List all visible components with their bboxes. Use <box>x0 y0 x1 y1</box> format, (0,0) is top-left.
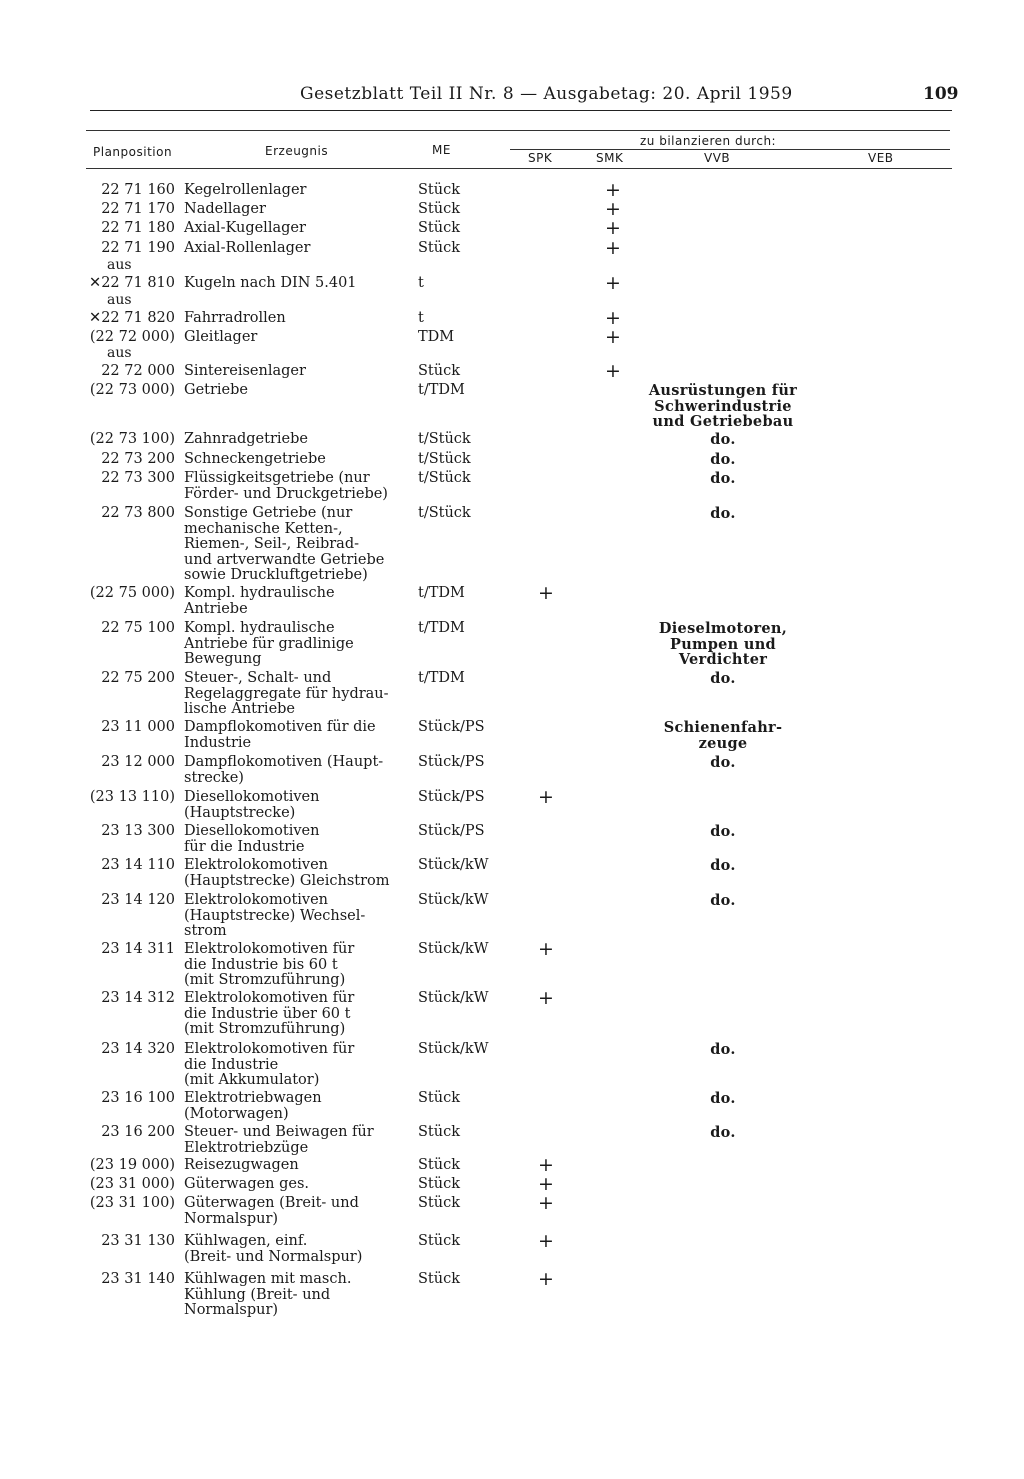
row-vvb: Dieselmotoren, Pumpen und Verdichter <box>658 620 788 668</box>
row-me: t/Stück <box>418 505 471 521</box>
row-erzeugnis: Flüssigkeitsgetriebe (nur Förder- und Druckgetriebe) <box>184 470 388 502</box>
row-me: Stück/kW <box>418 990 489 1006</box>
row-erzeugnis: Fahrradrollen <box>184 310 286 326</box>
row-planposition: 23 14 120 <box>101 892 175 908</box>
page-number: 109 <box>923 84 959 104</box>
row-vvb: do. <box>710 431 736 448</box>
row-me: Stück/kW <box>418 941 489 957</box>
row-planposition: 22 71 180 <box>101 220 175 236</box>
row-planposition: 23 14 311 <box>101 941 175 957</box>
row-spk-mark: + <box>538 582 554 604</box>
row-me: Stück <box>418 201 461 217</box>
table-top-rule <box>86 130 950 131</box>
row-planposition: 23 12 000 <box>101 754 175 770</box>
row-me: Stück/PS <box>418 789 485 805</box>
row-me: Stück <box>418 363 461 379</box>
row-me: Stück <box>418 1090 461 1106</box>
row-erzeugnis: Steuer- und Beiwagen für Elektrotriebzüge <box>184 1124 374 1156</box>
row-planposition: (23 31 000) <box>89 1176 175 1192</box>
row-planposition: 23 14 312 <box>101 990 175 1006</box>
row-aus-label: aus <box>107 257 132 273</box>
row-erzeugnis: Sonstige Getriebe (nur mechanische Ketten-, Riemen-, Seil-, Reibrad- und artverwandte Getriebe sowie Druckluftgetriebe) <box>184 505 385 583</box>
row-smk-mark: + <box>605 272 621 294</box>
row-erzeugnis: Kühlwagen, einf. (Breit- und Normalspur) <box>184 1233 363 1265</box>
row-me: Stück <box>418 220 461 236</box>
row-vvb: do. <box>710 857 736 874</box>
row-planposition: ✕22 71 810 <box>89 275 175 291</box>
row-me: t/TDM <box>418 585 465 601</box>
row-planposition: 22 71 170 <box>101 201 175 217</box>
row-planposition: 22 72 000 <box>101 363 175 379</box>
row-smk-mark: + <box>605 237 621 259</box>
row-me: t <box>418 275 424 291</box>
row-planposition: 23 16 200 <box>101 1124 175 1140</box>
row-erzeugnis: Schneckengetriebe <box>184 451 326 467</box>
col-veb: VEB <box>868 151 894 165</box>
col-vvb: VVB <box>704 151 731 165</box>
row-planposition: (23 13 110) <box>89 789 175 805</box>
row-erzeugnis: Kegelrollenlager <box>184 182 307 198</box>
row-me: Stück <box>418 1176 461 1192</box>
row-me: Stück/PS <box>418 823 485 839</box>
row-erzeugnis: Dampflokomotiven für die Industrie <box>184 719 376 751</box>
row-erzeugnis: Güterwagen (Breit- und Normalspur) <box>184 1195 359 1227</box>
row-spk-mark: + <box>538 987 554 1009</box>
row-me: Stück/PS <box>418 719 485 735</box>
row-spk-mark: + <box>538 1173 554 1195</box>
row-erzeugnis: Elektrolokomotiven für die Industrie bis 60 t (mit Stromzuführung) <box>184 941 355 988</box>
row-vvb: do. <box>710 892 736 909</box>
row-erzeugnis: Elektrolokomotiven für die Industrie (mit Akkumulator) <box>184 1041 355 1088</box>
row-erzeugnis: Elektrolokomotiven für die Industrie über 60 t (mit Stromzuführung) <box>184 990 355 1037</box>
row-vvb: do. <box>710 754 736 771</box>
table-head-rule <box>86 168 952 169</box>
row-planposition: ✕22 71 820 <box>89 310 175 326</box>
row-planposition: 22 71 190 <box>101 240 175 256</box>
row-erzeugnis: Axial-Kugellager <box>184 220 306 236</box>
row-vvb: do. <box>710 451 736 468</box>
row-planposition: (22 73 000) <box>89 382 175 398</box>
row-vvb: do. <box>710 1041 736 1058</box>
row-spk-mark: + <box>538 1192 554 1214</box>
row-me: t/TDM <box>418 670 465 686</box>
row-erzeugnis: Nadellager <box>184 201 266 217</box>
row-aus-label: aus <box>107 345 132 361</box>
row-me: Stück/PS <box>418 754 485 770</box>
row-erzeugnis: Kühlwagen mit masch. Kühlung (Breit- und Normalspur) <box>184 1271 352 1318</box>
row-vvb: Schienenfahr- zeuge <box>663 719 783 752</box>
row-planposition: (22 75 000) <box>89 585 175 601</box>
row-erzeugnis: Getriebe <box>184 382 249 398</box>
row-me: Stück <box>418 240 461 256</box>
row-me: Stück <box>418 182 461 198</box>
row-erzeugnis: Kugeln nach DIN 5.401 <box>184 275 357 291</box>
col-me: ME <box>432 143 451 157</box>
row-vvb: do. <box>710 1124 736 1141</box>
row-planposition: 23 16 100 <box>101 1090 175 1106</box>
row-planposition: 22 75 200 <box>101 670 175 686</box>
row-erzeugnis: Güterwagen ges. <box>184 1176 310 1192</box>
row-erzeugnis: Sintereisenlager <box>184 363 306 379</box>
row-spk-mark: + <box>538 1230 554 1252</box>
row-planposition: 22 75 100 <box>101 620 175 636</box>
row-erzeugnis: Elektrotriebwagen (Motorwagen) <box>184 1090 322 1122</box>
row-me: TDM <box>418 329 455 345</box>
row-me: Stück <box>418 1233 461 1249</box>
row-spk-mark: + <box>538 938 554 960</box>
row-erzeugnis: Dampflokomotiven (Haupt- strecke) <box>184 754 384 786</box>
page-header-title: Gesetzblatt Teil II Nr. 8 — Ausgabetag: 20. April 1959 <box>300 84 793 104</box>
row-vvb: do. <box>710 670 736 687</box>
row-vvb: do. <box>710 1090 736 1107</box>
row-erzeugnis: Elektrolokomotiven (Hauptstrecke) Wechsel- strom <box>184 892 366 939</box>
row-vvb: do. <box>710 823 736 840</box>
row-smk-mark: + <box>605 326 621 348</box>
row-me: Stück/kW <box>418 1041 489 1057</box>
row-erzeugnis: Gleitlager <box>184 329 258 345</box>
row-planposition: (22 73 100) <box>89 431 175 447</box>
row-me: t/Stück <box>418 470 471 486</box>
row-me: Stück <box>418 1124 461 1140</box>
row-erzeugnis: Elektrolokomotiven (Hauptstrecke) Gleichstrom <box>184 857 390 889</box>
row-planposition: (23 19 000) <box>89 1157 175 1173</box>
row-planposition: (23 31 100) <box>89 1195 175 1211</box>
row-me: t/TDM <box>418 620 465 636</box>
row-me: Stück <box>418 1157 461 1173</box>
row-erzeugnis: Steuer-, Schalt- und Regelaggregate für hydrau- lische Antriebe <box>184 670 389 717</box>
row-planposition: 22 71 160 <box>101 182 175 198</box>
row-vvb: do. <box>710 505 736 522</box>
group-sub-rule <box>510 149 950 150</box>
row-erzeugnis: Reisezugwagen <box>184 1157 299 1173</box>
row-me: t/Stück <box>418 451 471 467</box>
col-spk: SPK <box>528 151 553 165</box>
row-smk-mark: + <box>605 198 621 220</box>
row-me: Stück/kW <box>418 857 489 873</box>
row-vvb: do. <box>710 470 736 487</box>
row-smk-mark: + <box>605 179 621 201</box>
col-smk: SMK <box>596 151 624 165</box>
row-me: t/TDM <box>418 382 465 398</box>
row-erzeugnis: Kompl. hydraulische Antriebe <box>184 585 335 617</box>
row-planposition: 22 73 300 <box>101 470 175 486</box>
row-spk-mark: + <box>538 1268 554 1290</box>
row-smk-mark: + <box>605 360 621 382</box>
row-planposition: 23 14 320 <box>101 1041 175 1057</box>
row-smk-mark: + <box>605 217 621 239</box>
row-smk-mark: + <box>605 307 621 329</box>
row-spk-mark: + <box>538 1154 554 1176</box>
row-aus-label: aus <box>107 292 132 308</box>
row-planposition: 23 31 130 <box>101 1233 175 1249</box>
row-planposition: (22 72 000) <box>89 329 175 345</box>
row-me: Stück <box>418 1195 461 1211</box>
row-me: t <box>418 310 424 326</box>
col-erzeugnis: Erzeugnis <box>265 144 329 158</box>
row-me: Stück/kW <box>418 892 489 908</box>
row-planposition: 23 13 300 <box>101 823 175 839</box>
row-me: t/Stück <box>418 431 471 447</box>
header-rule <box>90 110 952 111</box>
row-planposition: 23 31 140 <box>101 1271 175 1287</box>
row-planposition: 22 73 800 <box>101 505 175 521</box>
row-planposition: 23 14 110 <box>101 857 175 873</box>
row-erzeugnis: Axial-Rollenlager <box>184 240 311 256</box>
row-erzeugnis: Diesellokomotiven für die Industrie <box>184 823 320 855</box>
col-group: zu bilanzieren durch: <box>640 134 777 148</box>
row-erzeugnis: Diesellokomotiven (Hauptstrecke) <box>184 789 320 821</box>
row-vvb: Ausrüstungen für Schwerindustrie und Getriebebau <box>648 382 798 430</box>
row-me: Stück <box>418 1271 461 1287</box>
row-planposition: 23 11 000 <box>101 719 175 735</box>
row-spk-mark: + <box>538 786 554 808</box>
row-erzeugnis: Kompl. hydraulische Antriebe für gradlinige Bewegung <box>184 620 354 667</box>
row-planposition: 22 73 200 <box>101 451 175 467</box>
row-erzeugnis: Zahnradgetriebe <box>184 431 308 447</box>
col-planposition: Planposition <box>93 145 173 159</box>
